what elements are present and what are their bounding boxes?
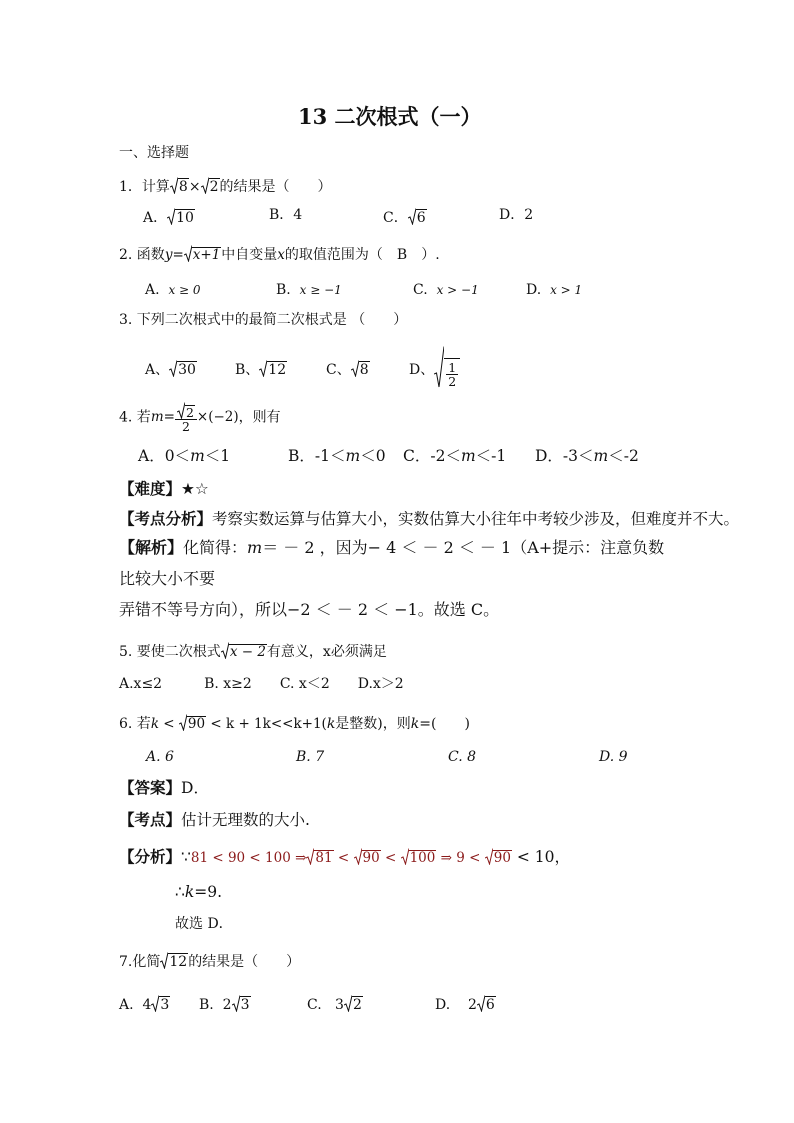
solution-line-2: 比较大小不要 bbox=[119, 569, 216, 588]
difficulty-stars: ★☆ bbox=[181, 480, 209, 498]
difficulty-line bbox=[119, 481, 209, 498]
question-7 bbox=[119, 952, 300, 969]
option-label: A、 bbox=[145, 362, 170, 378]
var-m: m bbox=[190, 447, 205, 465]
q6-option-b[interactable] bbox=[296, 750, 324, 764]
var-m: m bbox=[150, 408, 164, 425]
q7-option-a[interactable] bbox=[119, 995, 170, 1012]
answer-line bbox=[119, 780, 209, 797]
fraction-numerator bbox=[175, 402, 197, 420]
var-k: k bbox=[184, 883, 195, 901]
sqrt-81 bbox=[306, 848, 333, 865]
q5-prefix: 5. 要使二次根式 bbox=[119, 644, 221, 660]
question-3: 3. 下列二次根式中的最简二次根式是 （ ） bbox=[119, 312, 408, 328]
answer-label: 【答案】 bbox=[119, 778, 182, 797]
option-value: 8 bbox=[467, 749, 477, 765]
q6-prefix: 6. 若 bbox=[119, 716, 151, 732]
q1-prefix: 1．计算 bbox=[119, 179, 170, 195]
question-4 bbox=[119, 402, 281, 433]
sqrt-2 bbox=[344, 995, 363, 1012]
sqrt-3 bbox=[151, 995, 170, 1012]
solution-line-3: 弄错不等号方向），所以−2 ＜ － 2 ＜ −1。故选 C。 bbox=[119, 600, 500, 619]
option-text: B．-1＜ bbox=[288, 447, 346, 465]
radical-icon bbox=[184, 245, 192, 262]
var-k: k bbox=[326, 716, 336, 732]
choose-line: 故选 D． bbox=[175, 916, 233, 932]
option-text: ＜1 bbox=[204, 447, 231, 465]
option-label: C. bbox=[413, 282, 428, 298]
radical-icon bbox=[485, 848, 493, 865]
radical-icon bbox=[179, 714, 187, 731]
point-line bbox=[119, 812, 310, 829]
coefficient: 3 bbox=[335, 997, 344, 1013]
radical-icon bbox=[344, 995, 352, 1012]
times-sign: × bbox=[188, 179, 201, 195]
q4-options bbox=[138, 449, 639, 465]
radical-icon bbox=[306, 848, 314, 865]
q2-option-d[interactable] bbox=[526, 283, 582, 297]
var-k: k bbox=[150, 716, 159, 732]
option-label: C. bbox=[307, 997, 322, 1013]
fenxi-line bbox=[119, 848, 570, 866]
radicand: 8 bbox=[178, 179, 188, 195]
radicand: 90 bbox=[493, 849, 511, 866]
radical-icon bbox=[160, 952, 168, 969]
sqrt-half bbox=[434, 346, 460, 388]
option-label: B. bbox=[276, 282, 291, 298]
q3-option-d[interactable] bbox=[409, 346, 460, 391]
option-label: A. bbox=[119, 997, 134, 1013]
q5-options[interactable]: A.x≤2 B. x≥2 C. x＜2 D.x＞2 bbox=[119, 676, 404, 692]
q5-suffix: 有意义，x必须满足 bbox=[266, 644, 387, 660]
option-value: x ≥ −1 bbox=[299, 283, 342, 297]
option-label: B. bbox=[199, 997, 214, 1013]
var-m: m bbox=[460, 447, 476, 465]
radicand: 30 bbox=[178, 362, 196, 378]
radical-icon bbox=[151, 995, 159, 1012]
q4-suffix: ，则有 bbox=[238, 409, 281, 426]
solution-text: 化简得： bbox=[183, 538, 248, 557]
q6-suffix: =( ) bbox=[419, 716, 470, 732]
radicand: 2 bbox=[185, 404, 194, 420]
sqrt-2 bbox=[177, 402, 195, 419]
difficulty-label: 【难度】 bbox=[119, 479, 182, 498]
q2-option-c[interactable] bbox=[413, 283, 479, 297]
fraction-denominator: 2 bbox=[448, 373, 457, 389]
radicand: x+1 bbox=[192, 246, 221, 263]
solution-line-1 bbox=[119, 540, 664, 556]
radicand: 3 bbox=[160, 997, 170, 1013]
option-text: C．-2＜ bbox=[403, 447, 461, 465]
sqrt-2 bbox=[201, 177, 220, 194]
section-heading: 一、选择题 bbox=[119, 145, 189, 161]
solution-text: ＝ － 2 ，因为− 4 ＜ － 2 ＜ － 1（A+提示：注意负数 bbox=[262, 538, 665, 557]
sqrt-x-plus-1 bbox=[184, 245, 222, 262]
sqrt-90 bbox=[179, 714, 206, 731]
question-1 bbox=[119, 177, 332, 194]
q7-option-d[interactable] bbox=[435, 995, 496, 1012]
sqrt-90 bbox=[485, 848, 512, 865]
q3-option-a[interactable] bbox=[145, 360, 197, 377]
option-value: 6 bbox=[165, 749, 174, 765]
fraction-numerator: 1 bbox=[448, 359, 457, 375]
sqrt-10 bbox=[167, 208, 195, 225]
coefficient: 2 bbox=[468, 997, 477, 1013]
sqrt-x-minus-2 bbox=[221, 642, 267, 659]
option-label: D. bbox=[435, 997, 451, 1013]
option-label: C. bbox=[448, 749, 463, 765]
k-value: =9. bbox=[194, 883, 223, 901]
q6-mid: < k + 1k<<k+1( bbox=[206, 716, 327, 732]
radical-icon bbox=[354, 848, 362, 865]
point-label: 【考点】 bbox=[119, 810, 182, 829]
point-value: 估计无理数的大小. bbox=[181, 811, 310, 829]
option-label: A. bbox=[145, 282, 160, 298]
option-label: A. bbox=[146, 749, 161, 765]
radicand: 100 bbox=[409, 849, 436, 866]
therefore-sign: ∴ bbox=[175, 883, 185, 901]
radical-icon bbox=[259, 360, 267, 377]
less-than: < bbox=[159, 716, 179, 732]
analysis-label: 【考点分析】 bbox=[119, 509, 213, 528]
less-than: < bbox=[333, 850, 354, 866]
therefore-line bbox=[175, 885, 222, 901]
answer-value: D． bbox=[181, 779, 209, 797]
sqrt-6 bbox=[477, 995, 496, 1012]
inequality-text: ⇒ 9 < bbox=[436, 850, 485, 866]
q1-option-a[interactable] bbox=[143, 208, 195, 225]
option-label: D. bbox=[526, 282, 542, 298]
radicand: x − 2 bbox=[229, 643, 266, 660]
q1-option-d[interactable]: D．2 bbox=[499, 207, 534, 223]
radicand: 12 bbox=[169, 954, 188, 970]
q4-option-a[interactable] bbox=[138, 449, 288, 465]
q4-prefix: 4. 若 bbox=[119, 409, 151, 426]
question-6 bbox=[119, 714, 470, 732]
q6-option-c[interactable] bbox=[448, 750, 476, 764]
radicand: 3 bbox=[240, 997, 250, 1013]
option-label: B. bbox=[296, 749, 311, 765]
option-label: D、 bbox=[409, 362, 435, 378]
equals-sign: = bbox=[172, 247, 184, 263]
q4-option-c[interactable] bbox=[403, 449, 535, 465]
question-2 bbox=[119, 245, 440, 263]
sqrt-8 bbox=[170, 177, 189, 194]
q3-option-b[interactable] bbox=[235, 360, 287, 377]
var-m: m bbox=[345, 447, 361, 465]
analysis-text: 考察实数运算与估算大小，实数估算大小往年中考较少涉及，但难度并不大。 bbox=[212, 510, 740, 528]
q6-text: 是整数)，则 bbox=[335, 716, 411, 732]
radicand: 90 bbox=[362, 849, 380, 866]
radical-icon bbox=[232, 995, 240, 1012]
sqrt-12 bbox=[259, 360, 287, 377]
radicand: 10 bbox=[176, 210, 194, 226]
sqrt-100 bbox=[401, 848, 437, 865]
coefficient: 2 bbox=[222, 997, 232, 1013]
q4-tail: ×(−2) bbox=[196, 408, 239, 425]
q7-suffix: 的结果是（ ） bbox=[188, 954, 301, 970]
sqrt-30 bbox=[169, 360, 197, 377]
option-value: x > 1 bbox=[550, 283, 583, 297]
option-label: C、 bbox=[326, 362, 351, 378]
option-value: 7 bbox=[315, 749, 325, 765]
q1-suffix: 的结果是（ ） bbox=[219, 179, 332, 195]
question-5 bbox=[119, 642, 387, 659]
var-y: y bbox=[164, 247, 173, 263]
coefficient: 4 bbox=[142, 997, 152, 1013]
option-text: ＜0 bbox=[360, 447, 386, 465]
radical-icon bbox=[408, 208, 416, 225]
var-k: k bbox=[410, 716, 420, 732]
inequality-text: 81 < 90 < 100 ⇒ bbox=[190, 850, 307, 866]
sqrt-12 bbox=[160, 952, 188, 969]
q1-option-c[interactable] bbox=[383, 208, 427, 225]
less-than: < bbox=[380, 850, 401, 866]
page-title: 13 二次根式（一） bbox=[298, 104, 482, 129]
inequality-end: < 10， bbox=[511, 848, 571, 866]
option-label: B、 bbox=[235, 362, 260, 378]
q2-option-b[interactable] bbox=[276, 283, 342, 297]
radical-icon bbox=[401, 848, 409, 865]
radical-icon bbox=[169, 360, 177, 377]
q3-option-c[interactable] bbox=[326, 360, 370, 377]
radical-icon bbox=[167, 208, 175, 225]
option-label: A． bbox=[143, 210, 168, 226]
radical-icon bbox=[221, 642, 229, 659]
q6-option-d[interactable] bbox=[599, 750, 628, 764]
q7-option-c[interactable] bbox=[307, 995, 363, 1012]
radicand: 12 bbox=[268, 362, 287, 378]
var-m: m bbox=[247, 538, 263, 557]
fenxi-label: 【分析】 bbox=[119, 847, 182, 866]
radical-icon bbox=[177, 402, 185, 419]
q4-option-d[interactable] bbox=[535, 447, 639, 465]
q1-option-b[interactable]: B．4 bbox=[269, 207, 303, 223]
option-value: x ≥ 0 bbox=[168, 283, 201, 297]
radical-icon bbox=[434, 346, 444, 388]
q2-option-a[interactable] bbox=[145, 283, 201, 297]
radicand: 8 bbox=[359, 362, 369, 378]
option-text: A．0＜ bbox=[138, 447, 191, 465]
sqrt-6 bbox=[408, 208, 427, 225]
radicand: 6 bbox=[485, 997, 495, 1013]
q7-prefix: 7.化简 bbox=[119, 954, 161, 970]
radical-icon bbox=[477, 995, 485, 1012]
q7-option-b[interactable] bbox=[199, 995, 251, 1012]
q2-prefix: 2. 函数 bbox=[119, 247, 165, 263]
fraction-denominator: 2 bbox=[181, 419, 190, 434]
q4-option-b[interactable] bbox=[288, 449, 403, 465]
option-label: D. bbox=[599, 749, 615, 765]
option-value: 9 bbox=[618, 749, 628, 765]
sqrt-8 bbox=[351, 360, 370, 377]
because-sign: ∵ bbox=[181, 848, 191, 866]
q6-option-a[interactable] bbox=[146, 750, 174, 764]
fenxi-inequality bbox=[191, 850, 512, 866]
radicand: 6 bbox=[416, 210, 426, 226]
var-m: m bbox=[593, 447, 609, 465]
q2-suffix: 的取值范围为（ B ）. bbox=[284, 247, 440, 263]
sqrt-90 bbox=[354, 848, 381, 865]
radicand: 90 bbox=[187, 715, 206, 732]
sqrt-3 bbox=[232, 995, 251, 1012]
radicand: 2 bbox=[209, 179, 219, 195]
q2-mid: 中自变量 bbox=[221, 247, 278, 263]
option-value: x > −1 bbox=[436, 283, 479, 297]
option-text: D．-3＜ bbox=[535, 447, 594, 465]
fraction-sqrt2-over-2 bbox=[175, 402, 197, 433]
radical-icon bbox=[201, 177, 209, 194]
analysis-line bbox=[119, 511, 739, 528]
option-text: ＜-2 bbox=[608, 447, 639, 465]
radicand: 81 bbox=[315, 849, 333, 866]
option-label: C． bbox=[383, 210, 408, 226]
solution-label: 【解析】 bbox=[119, 538, 184, 557]
radical-icon bbox=[170, 177, 178, 194]
radical-icon bbox=[351, 360, 359, 377]
radicand: 2 bbox=[352, 997, 362, 1013]
option-text: ＜-1 bbox=[475, 447, 507, 465]
equals-sign: = bbox=[163, 408, 175, 425]
var-x: x bbox=[277, 247, 285, 263]
